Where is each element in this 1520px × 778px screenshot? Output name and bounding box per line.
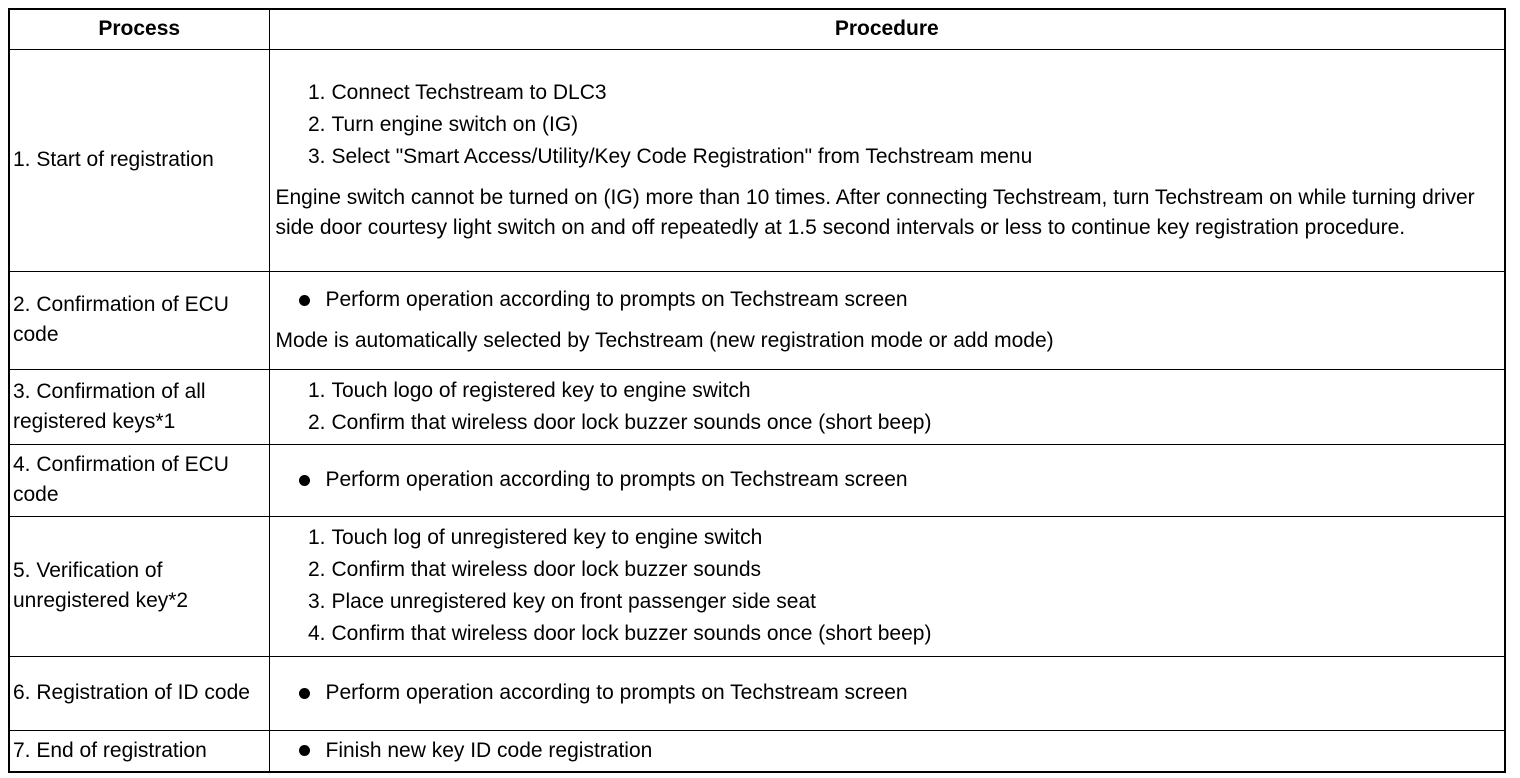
list-item: Perform operation according to prompts on Techstream screen bbox=[276, 464, 1501, 496]
list-item: 3. Place unregistered key on front passenger side seat bbox=[307, 590, 816, 613]
process-cell: 3. Confirmation of all registered keys*1 bbox=[9, 369, 269, 444]
list-item: 2. Turn engine switch on (IG) bbox=[307, 113, 579, 136]
process-cell: 4. Confirmation of ECU code bbox=[9, 444, 269, 516]
procedure-cell bbox=[269, 656, 1505, 730]
step-list bbox=[276, 522, 1501, 650]
list-item: Perform operation according to prompts on Techstream screen bbox=[276, 284, 1501, 316]
bullet-icon bbox=[276, 295, 326, 306]
procedure-cell bbox=[269, 49, 1505, 271]
bullet-icon bbox=[276, 688, 326, 699]
list-item: 1. Touch logo of registered key to engine switch bbox=[307, 378, 751, 402]
bullet-icon bbox=[276, 745, 326, 756]
step-list bbox=[276, 375, 1501, 439]
list-item: 2. Confirm that wireless door lock buzzer sounds bbox=[307, 558, 762, 581]
procedure-cell bbox=[269, 271, 1505, 369]
list-item: 4. Confirm that wireless door lock buzzer sounds once (short beep) bbox=[307, 622, 932, 645]
table-row bbox=[9, 369, 1505, 444]
procedure-cell bbox=[269, 516, 1505, 656]
list-item: 3. Select "Smart Access/Utility/Key Code Registration" from Techstream menu bbox=[307, 145, 1033, 168]
process-cell: 2. Confirmation of ECU code bbox=[9, 271, 269, 369]
process-cell: 7. End of registration bbox=[9, 730, 269, 772]
step-list bbox=[276, 77, 1501, 173]
process-cell: 5. Verification of unregistered key*2 bbox=[9, 516, 269, 656]
process-cell: 1. Start of registration bbox=[9, 49, 269, 271]
note-text: Mode is automatically selected by Techstream (new registration mode or add mode) bbox=[275, 329, 1054, 352]
list-item: 2. Confirm that wireless door lock buzzer sounds once (short beep) bbox=[307, 410, 932, 434]
table-row bbox=[9, 271, 1505, 369]
table-row bbox=[9, 49, 1505, 271]
bullet-icon bbox=[276, 475, 326, 486]
process-cell: 6. Registration of ID code bbox=[9, 656, 269, 730]
note-text: Engine switch cannot be turned on (IG) more than 10 times. After connecting Techstream, turn Techstream on while turning driver side door courtesy light switch on and off repeatedly at 1.5 second intervals or less to continue key registration procedure. bbox=[275, 186, 1475, 239]
table-row bbox=[9, 656, 1505, 730]
table-row bbox=[9, 516, 1505, 656]
procedure-table bbox=[8, 8, 1506, 773]
process-header: Process bbox=[9, 9, 269, 49]
list-item: Finish new key ID code registration bbox=[276, 735, 1501, 767]
header-row bbox=[9, 9, 1505, 49]
list-item: 1. Touch log of unregistered key to engine switch bbox=[307, 526, 763, 549]
list-item: Perform operation according to prompts on Techstream screen bbox=[276, 677, 1501, 709]
procedure-header: Procedure bbox=[269, 9, 1505, 49]
procedure-cell bbox=[269, 730, 1505, 772]
list-item: 1. Connect Techstream to DLC3 bbox=[307, 81, 607, 104]
procedure-cell bbox=[269, 444, 1505, 516]
table-row bbox=[9, 444, 1505, 516]
table-row bbox=[9, 730, 1505, 772]
procedure-cell bbox=[269, 369, 1505, 444]
